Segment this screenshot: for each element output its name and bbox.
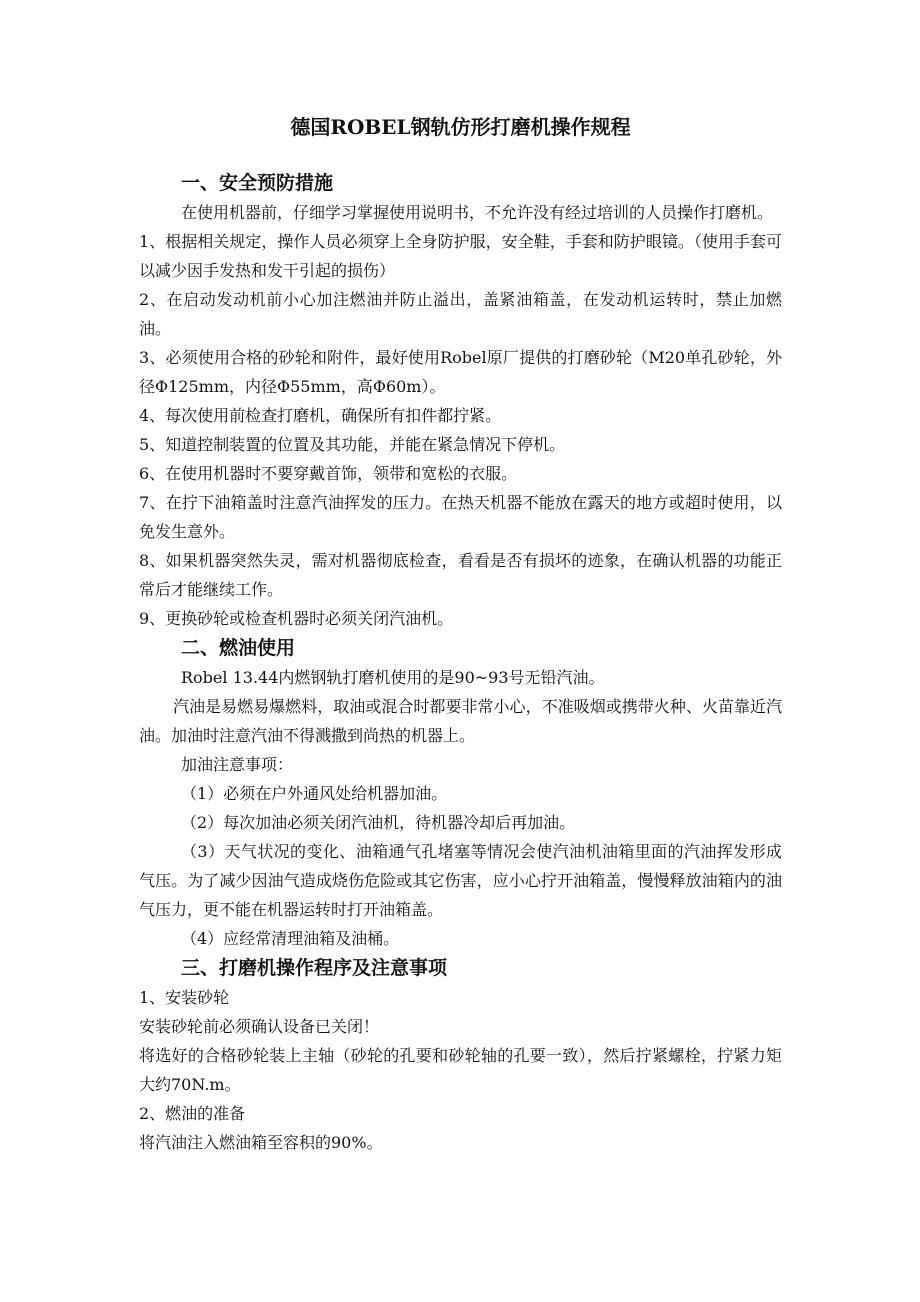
section-heading: 一、安全预防措施: [181, 172, 334, 194]
list-item: 2、在启动发动机前小心加注燃油并防止溢出，盖紧油箱盖，在发动机运转时，禁止加燃油。: [139, 290, 782, 338]
list-item: 8、如果机器突然失灵，需对机器彻底检查，看看是否有损坏的迹象，在确认机器的功能正常后才能继续工作。: [139, 551, 782, 599]
list-item: （3）天气状况的变化、油箱通气孔堵塞等情况会使汽油机油箱里面的汽油挥发形成气压。为了减少因油气造成烧伤危险或其它伤害，应小心拧开油箱盖，慢慢释放油箱内的油气压力，更不能在机器运转时打开油箱盖。: [139, 842, 782, 919]
document-title: 德国ROBEL钢轨仿形打磨机操作规程: [290, 115, 631, 139]
list-item: 1、根据相关规定，操作人员必须穿上全身防护服，安全鞋，手套和防护眼镜。（使用手套可以减少因手发热和发干引起的损伤）: [139, 232, 782, 280]
list-item: 3、必须使用合格的砂轮和附件，最好使用Robel原厂提供的打磨砂轮（M20单孔砂轮，外径Φ125mm，内径Φ55mm，高Φ60m）。: [139, 348, 782, 396]
section-intro: 在使用机器前，仔细学习掌握使用说明书，不允许没有经过培训的人员操作打磨机。: [181, 203, 774, 222]
paragraph: 将选好的合格砂轮装上主轴（砂轮的孔要和砂轮轴的孔要一致），然后拧紧螺栓，拧紧力矩大约70N.m。: [139, 1046, 782, 1094]
list-item: 6、在使用机器时不要穿戴首饰，领带和宽松的衣服。: [139, 464, 518, 483]
list-item: 7、在拧下油箱盖时注意汽油挥发的压力。在热天机器不能放在露天的地方或超时使用，以免发生意外。: [139, 493, 782, 541]
list-item: （4）应经常清理油箱及油桶。: [181, 929, 400, 948]
list-item: 2、燃油的准备: [139, 1104, 246, 1123]
list-item: 1、安装砂轮: [139, 988, 230, 1007]
paragraph: 安装砂轮前必须确认设备已关闭！: [139, 1017, 380, 1036]
list-item: （1）必须在户外通风处给机器加油。: [181, 784, 448, 803]
list-item: 5、知道控制装置的位置及其功能，并能在紧急情况下停机。: [139, 435, 566, 454]
notes-title: 加油注意事项：: [181, 755, 294, 774]
list-item: 9、更换砂轮或检查机器时必须关闭汽油机。: [139, 609, 454, 628]
section-safety: [139, 168, 782, 633]
paragraph: 将汽油注入燃油箱至容积的90%。: [139, 1133, 383, 1152]
section-operation: [139, 953, 782, 1157]
section-heading: 三、打磨机操作程序及注意事项: [181, 957, 448, 979]
paragraph: 汽油是易燃易爆燃料，取油或混合时都要非常小心，不准吸烟或携带火种、火苗靠近汽油。加油时注意汽油不得溅撒到尚热的机器上。: [139, 697, 782, 745]
list-item: 4、每次使用前检查打磨机，确保所有扣件都拧紧。: [139, 406, 502, 425]
paragraph: Robel 13.44内燃钢轨打磨机使用的是90~93号无铅汽油。: [181, 668, 605, 687]
section-heading: 二、燃油使用: [181, 637, 296, 659]
section-fuel: [139, 633, 782, 953]
list-item: （2）每次加油必须关闭汽油机，待机器冷却后再加油。: [181, 813, 576, 832]
